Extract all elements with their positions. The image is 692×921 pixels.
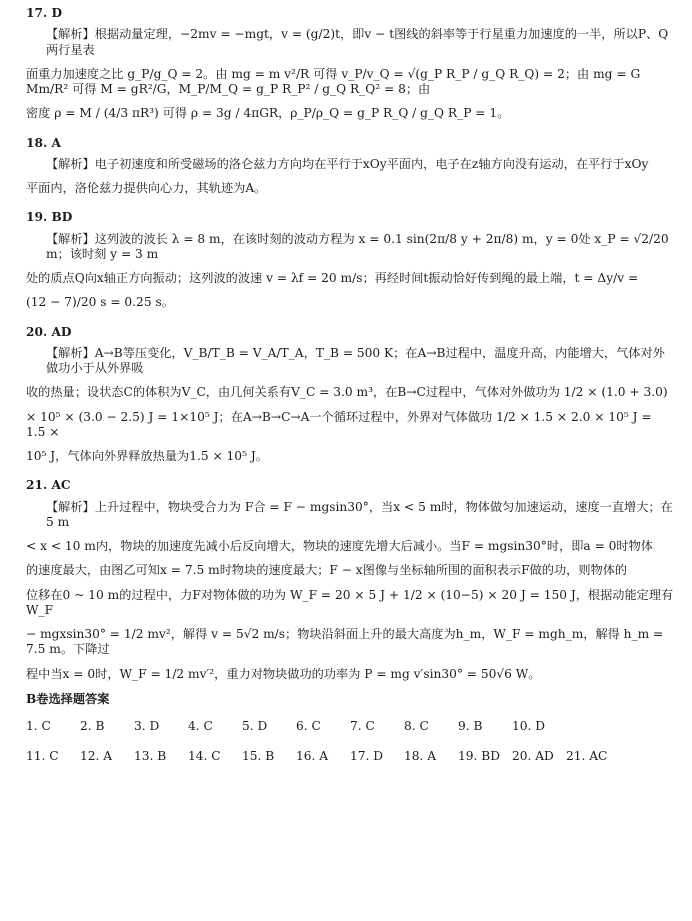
- analysis-line: 10⁵ J，气体向外界释放热量为1.5 × 10⁵ J。: [26, 449, 268, 463]
- analysis-line: 【解析】A→B等压变化，V_B/T_B = V_A/T_A，T_B = 500 K；在A→B过程中，温度升高，内能增大，气体对外做功小于从外界吸: [46, 345, 665, 375]
- analysis-line: (12 − 7)/20 s = 0.25 s。: [26, 295, 174, 310]
- question-number: 19. BD: [26, 210, 73, 225]
- answer-cell: 21. AC: [566, 749, 608, 764]
- analysis-line: 的速度最大，由图乙可知x = 7.5 m时物块的速度最大；F − x图像与坐标轴所围的面积表示F做的功，则物体的: [26, 563, 628, 578]
- analysis-line: 【解析】根据动量定理，−2mv = −mgt，v = (g/2)t，即v − t图线的斜率等于行星重力加速度的一半，所以P、Q两行星表: [46, 27, 669, 57]
- answer-cell: 18. A: [404, 749, 437, 764]
- answer-cell: 1. C: [26, 719, 51, 733]
- answer-cell: 5. D: [242, 719, 268, 733]
- analysis-line: 【解析】上升过程中，物块受合力为 F合 = F − mgsin30°，当x < 5 m时，物体做匀加速运动，速度一直增大；在5 m: [46, 499, 673, 529]
- answer-cell: 8. C: [404, 719, 429, 733]
- question-number: 18. A: [26, 135, 61, 150]
- question-19: [26, 210, 674, 310]
- analysis-line: 【解析】这列波的波长 λ = 8 m，在该时刻的波动方程为 x = 0.1 sin(2π/8 y + 2π/8) m，y = 0处 x_P = √2/20 m；该时刻 y = 3 m: [46, 231, 669, 261]
- answer-key: [26, 692, 674, 765]
- analysis-line: 【解析】电子初速度和所受磁场的洛仑兹力方向均在平行于xOy平面内，电子在z轴方向没有运动，在平行于xOy: [46, 156, 649, 171]
- answer-cell: 17. D: [350, 749, 384, 764]
- analysis-line: 平面内，洛伦兹力提供向心力，其轨迹为A。: [26, 181, 267, 195]
- question-number: 20. AD: [26, 324, 72, 339]
- answer-cell: 15. B: [242, 749, 275, 764]
- answer-key-title: B卷选择题答案: [26, 691, 110, 706]
- question-number: 17. D: [26, 6, 63, 20]
- analysis-line: 程中当x = 0时，W_F = 1/2 mv′²，重力对物块做功的功率为 P = mg v′sin30° = 50√6 W。: [26, 666, 541, 681]
- analysis-line: < x < 10 m内，物块的加速度先减小后反向增大，物块的速度先增大后减小。当F = mgsin30°时，即a = 0时物体: [26, 539, 653, 553]
- answer-cell: 6. C: [296, 719, 321, 733]
- answer-cell: 14. C: [188, 749, 221, 764]
- answer-row: [26, 749, 674, 764]
- answer-cell: 3. D: [134, 719, 160, 733]
- question-21: [26, 478, 674, 682]
- answer-cell: 20. AD: [512, 749, 554, 764]
- question-20: [26, 325, 674, 465]
- analysis-line: − mgxsin30° = 1/2 mv²，解得 v = 5√2 m/s；物块沿斜面上升的最大高度为h_m，W_F = mgh_m，解得 h_m = 7.5 m。下降过: [26, 627, 664, 657]
- answer-cell: 10. D: [512, 719, 546, 733]
- analysis-line: × 10⁵ × (3.0 − 2.5) J = 1×10⁵ J；在A→B→C→A一个循环过程中，外界对气体做功 1/2 × 1.5 × 2.0 × 10⁵ J = 1.5 ×: [26, 409, 652, 439]
- answer-cell: 13. B: [134, 749, 167, 764]
- question-number: 21. AC: [26, 478, 71, 493]
- question-17: [26, 6, 674, 122]
- analysis-line: 收的热量；设状态C的体积为V_C，由几何关系有V_C = 3.0 m³，在B→C过程中，气体对外做功为 1/2 × (1.0 + 3.0): [26, 385, 668, 400]
- analysis-line: 处的质点Q向x轴正方向振动；这列波的波速 v = λf = 20 m/s；再经时间t振动恰好传到绳的最上端，t = Δy/v =: [26, 271, 639, 285]
- answer-cell: 2. B: [80, 719, 105, 733]
- answer-cell: 12. A: [80, 749, 113, 764]
- answer-cell: 4. C: [188, 719, 213, 733]
- analysis-line: 位移在0 ~ 10 m的过程中，力F对物体做的功为 W_F = 20 × 5 J + 1/2 × (10−5) × 20 J = 150 J，根据动能定理有 W_F: [26, 587, 674, 617]
- analysis-line: 面重力加速度之比 g_P/g_Q = 2。由 mg = m v²/R 可得 v_P/v_Q = √(g_P R_P / g_Q R_Q) = 2；由 mg = G Mm/R² 可得 M = gR²/G，M_P/M_Q = g_P R_P² / g_Q R_Q² = 8；由: [26, 66, 641, 96]
- answer-cell: 9. B: [458, 719, 483, 733]
- answer-row: [26, 719, 674, 734]
- analysis-line: 密度 ρ = M / (4/3 πR³) 可得 ρ = 3g / 4πGR，ρ_P/ρ_Q = g_P R_Q / g_Q R_P = 1。: [26, 106, 510, 121]
- answer-cell: 19. BD: [458, 749, 500, 764]
- answer-cell: 11. C: [26, 749, 59, 764]
- answer-cell: 16. A: [296, 749, 329, 764]
- question-18: [26, 136, 674, 197]
- answer-cell: 7. C: [350, 719, 375, 733]
